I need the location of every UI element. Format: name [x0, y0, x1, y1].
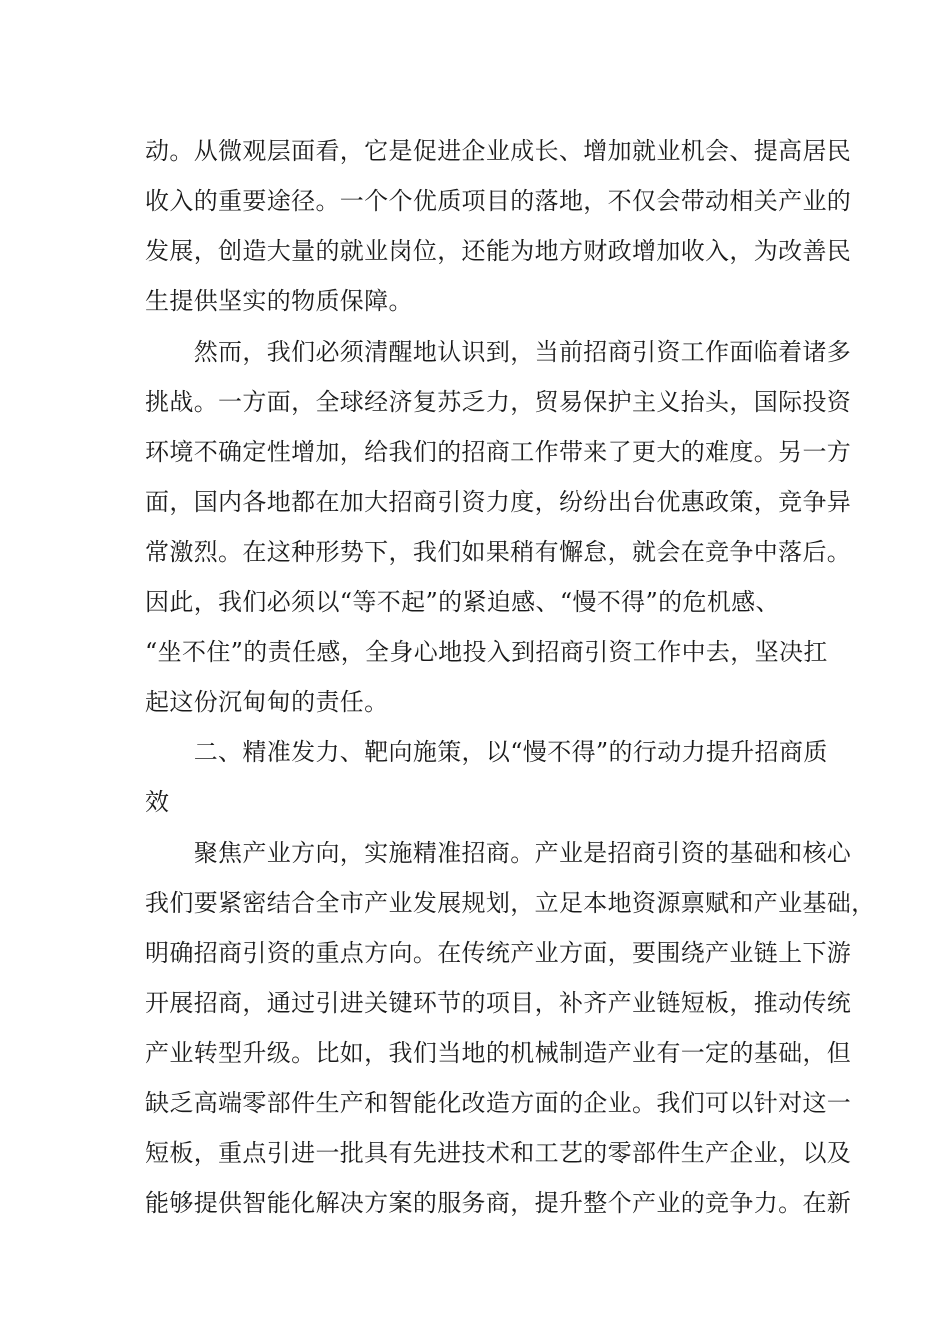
section-heading-line: 效	[145, 788, 170, 816]
text-line: 发展，创造大量的就业岗位，还能为地方财政增加收入，为改善民	[145, 237, 852, 265]
text-line: 收入的重要途径。一个个优质项目的落地，不仅会带动相关产业的	[145, 187, 852, 215]
text-line: 开展招商，通过引进关键环节的项目，补齐产业链短板，推动传统	[145, 989, 852, 1017]
text-line: 短板，重点引进一批具有先进技术和工艺的零部件生产企业，以及	[145, 1139, 852, 1167]
text-line: “坐不住”的责任感，全身心地投入到招商引资工作中去，坚决扛	[145, 638, 828, 666]
text-line: 能够提供智能化解决方案的服务商，提升整个产业的竞争力。在新	[145, 1189, 852, 1217]
section-heading-line: 二、精准发力、靶向施策，以“慢不得”的行动力提升招商质	[145, 738, 828, 766]
text-line: 常激烈。在这种形势下，我们如果稍有懈怠，就会在竞争中落后。	[145, 538, 852, 566]
text-line: 因此，我们必须以“等不起”的紧迫感、“慢不得”的危机感、	[145, 588, 780, 616]
text-line: 动。从微观层面看，它是促进企业成长、增加就业机会、提高居民	[145, 137, 852, 165]
text-line: 环境不确定性增加，给我们的招商工作带来了更大的难度。另一方	[145, 438, 852, 466]
text-line: 产业转型升级。比如，我们当地的机械制造产业有一定的基础，但	[145, 1039, 852, 1067]
paragraph-start-line: 然而，我们必须清醒地认识到，当前招商引资工作面临着诸多	[145, 338, 852, 366]
text-line: 我们要紧密结合全市产业发展规划，立足本地资源禀赋和产业基础，	[145, 889, 876, 917]
text-line: 起这份沉甸甸的责任。	[145, 688, 389, 716]
text-line: 挑战。一方面，全球经济复苏乏力，贸易保护主义抬头，国际投资	[145, 388, 852, 416]
text-line: 生提供坚实的物质保障。	[145, 287, 413, 315]
paragraph-start-line: 聚焦产业方向，实施精准招商。产业是招商引资的基础和核心	[145, 839, 852, 867]
text-line: 明确招商引资的重点方向。在传统产业方面，要围绕产业链上下游	[145, 939, 852, 967]
text-line: 面，国内各地都在加大招商引资力度，纷纷出台优惠政策，竞争异	[145, 488, 852, 516]
text-line: 缺乏高端零部件生产和智能化改造方面的企业。我们可以针对这一	[145, 1089, 852, 1117]
